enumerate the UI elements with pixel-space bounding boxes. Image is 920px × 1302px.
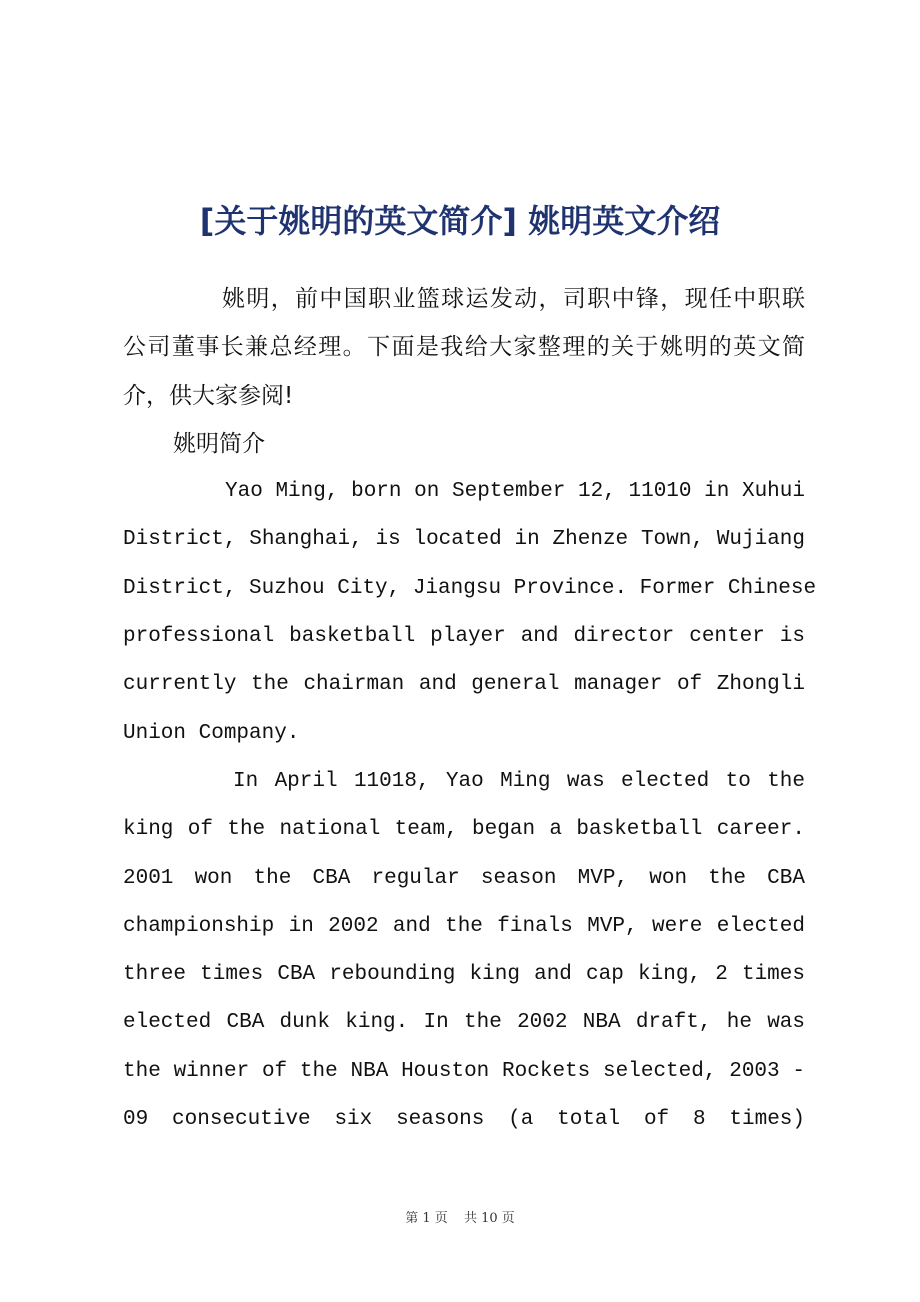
paragraph-line: three times CBA rebounding king and cap king, 2 times <box>123 963 805 987</box>
paragraph-line: 09 consecutive six seasons (a total of 8 times) <box>123 1108 805 1132</box>
intro-line: 姚明，前中国职业篮球运发动，司职中锋，现任中职联 <box>222 286 805 312</box>
paragraph-line: District, Suzhou City, Jiangsu Province. Former Chinese <box>123 576 817 600</box>
paragraph-line: Union Company. <box>123 721 300 745</box>
paragraph-line: In April 11018, Yao Ming was elected to the <box>233 769 805 793</box>
document-title: [关于姚明的英文简介] 姚明英文介绍 <box>199 202 721 240</box>
intro-line: 介，供大家参阅! <box>123 382 294 409</box>
paragraph-line: the winner of the NBA Houston Rockets selected, 2003 - <box>123 1059 805 1083</box>
paragraph-line: king of the national team, began a basketball career. <box>123 818 805 842</box>
paragraph-line: professional basketball player and director center is <box>123 625 805 649</box>
document-body <box>123 275 817 1144</box>
paragraph-line: currently the chairman and general manager of Zhongli <box>123 673 805 697</box>
paragraph-line: championship in 2002 and the finals MVP, were elected <box>123 914 805 938</box>
total-pages: 共 10 页 <box>463 1211 515 1226</box>
paragraph-line: elected CBA dunk king. In the 2002 NBA draft, he was <box>123 1011 805 1035</box>
page-footer <box>0 1207 920 1226</box>
page-number: 第 1 页 <box>405 1211 448 1226</box>
section-heading: 姚明简介 <box>173 430 265 457</box>
paragraph-line: 2001 won the CBA regular season MVP, won the CBA <box>123 866 805 890</box>
paragraph-line: Yao Ming, born on September 12, 11010 in Xuhui <box>225 480 805 504</box>
intro-line: 公司董事长兼总经理。下面是我给大家整理的关于姚明的英文简 <box>123 334 805 361</box>
paragraph-line: District, Shanghai, is located in Zhenze Town, Wujiang <box>123 528 805 552</box>
